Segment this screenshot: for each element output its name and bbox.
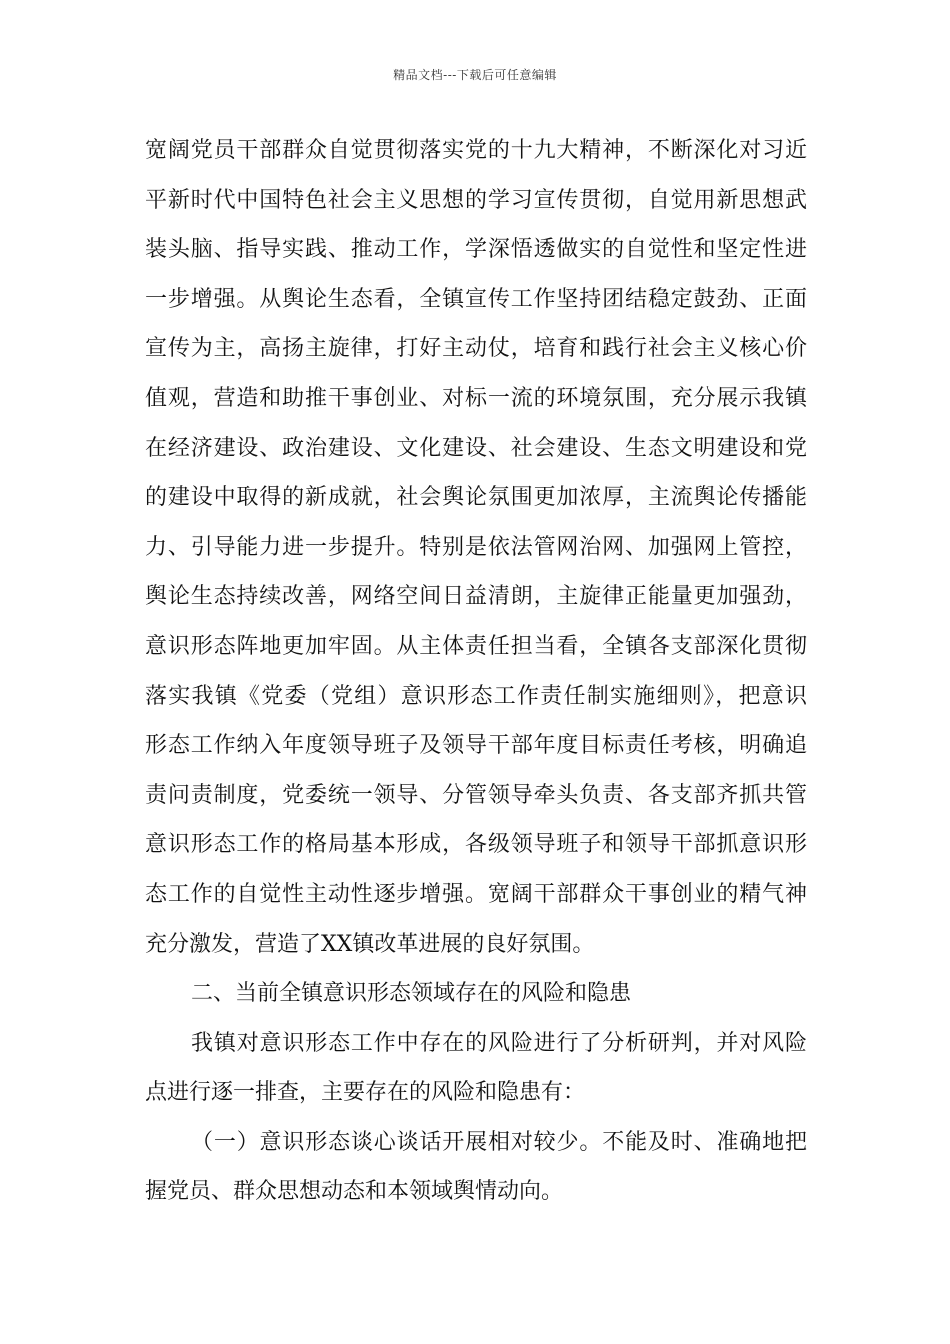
section-heading: 二、当前全镇意识形态领域存在的风险和隐患: [191, 981, 632, 1007]
body-line: 值观，营造和助推干事创业、对标一流的环境氛围，充分展示我镇: [145, 385, 807, 411]
page-header: 精品文档---下载后可任意编辑: [393, 68, 557, 82]
document-body: [145, 126, 807, 1217]
body-line: 充分激发，营造了XX镇改革进展的良好氛围。: [145, 931, 595, 957]
body-line: 在经济建设、政治建设、文化建设、社会建设、生态文明建设和党: [145, 435, 807, 461]
body-line: 的建设中取得的新成就，社会舆论氛围更加浓厚，主流舆论传播能: [145, 485, 807, 511]
body-line: 意识形态工作的格局基本形成，各级领导班子和领导干部抓意识形: [145, 832, 807, 858]
body-line: 责问责制度，党委统一领导、分管领导牵头负责、各支部齐抓共管: [145, 782, 807, 808]
body-line: 力、引导能力进一步提升。特别是依法管网治网、加强网上管控，: [145, 534, 807, 560]
body-line: 一步增强。从舆论生态看，全镇宣传工作坚持团结稳定鼓劲、正面: [145, 286, 807, 312]
body-line: 宽阔党员干部群众自觉贯彻落实党的十九大精神，不断深化对习近: [145, 138, 807, 163]
body-line: 舆论生态持续改善，网络空间日益清朗，主旋律正能量更加强劲，: [145, 584, 807, 610]
body-line: 点进行逐一排查，主要存在的风险和隐患有：: [145, 1080, 586, 1106]
body-line: 落实我镇《党委（党组）意识形态工作责任制实施细则》，把意识: [145, 683, 807, 709]
body-line: 平新时代中国特色社会主义思想的学习宣传贯彻，自觉用新思想武: [145, 187, 807, 213]
body-line: 意识形态阵地更加牢固。从主体责任担当看，全镇各支部深化贯彻: [145, 633, 807, 659]
body-line: 我镇对意识形态工作中存在的风险进行了分析研判，并对风险: [191, 1030, 807, 1056]
body-line: 装头脑、指导实践、推动工作，学深悟透做实的自觉性和坚定性进: [145, 237, 807, 263]
body-line: 态工作的自觉性主动性逐步增强。宽阔干部群众干事创业的精气神: [145, 881, 807, 907]
body-line: 形态工作纳入年度领导班子及领导干部年度目标责任考核，明确追: [145, 733, 807, 759]
body-line: 握党员、群众思想动态和本领域舆情动向。: [145, 1179, 564, 1205]
body-line: （一）意识形态谈心谈话开展相对较少。不能及时、准确地把: [191, 1129, 807, 1155]
body-line: 宣传为主，高扬主旋律，打好主动仗，培育和践行社会主义核心价: [145, 336, 807, 362]
